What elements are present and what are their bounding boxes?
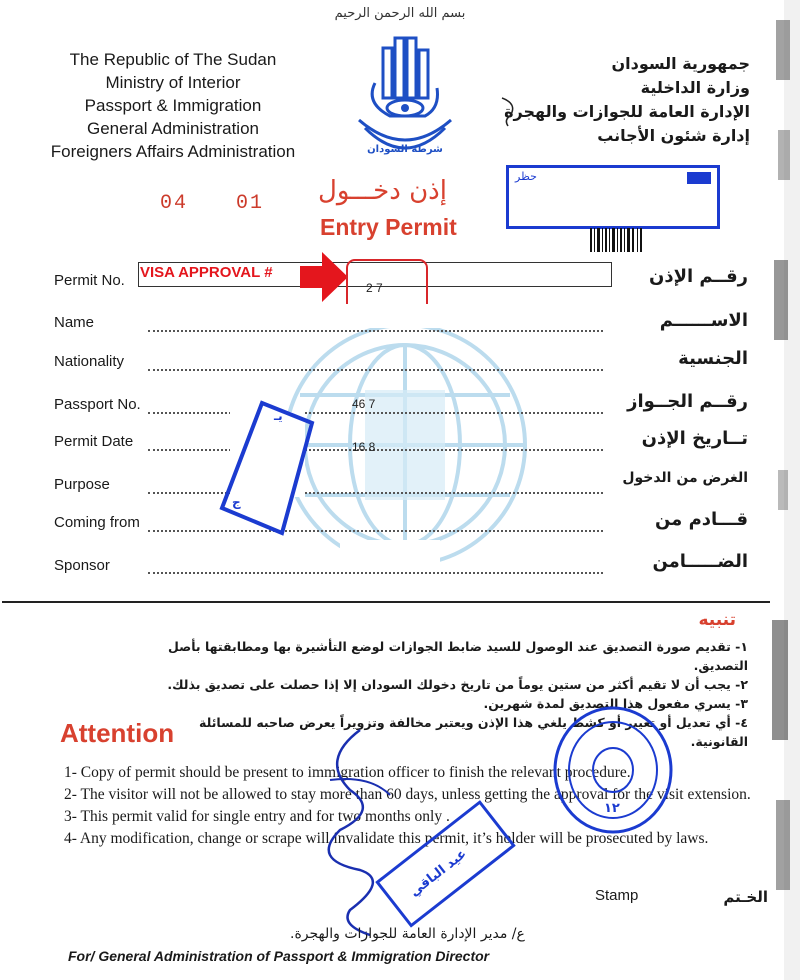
title-english: Entry Permit: [320, 214, 457, 240]
note-line: 4- Any modification, change or scrape will invalidate this permit, it’s holder will be prosecuted by laws.: [64, 830, 709, 847]
director-arabic: ع/ مدير الإدارة العامة للجوازات والهجرة.: [290, 926, 525, 942]
field-label-purpose: Purpose: [54, 476, 110, 493]
field-label-ar-permit-date: تــاريخ الإذن: [641, 428, 748, 449]
header-en-line: General Administration: [87, 119, 259, 138]
note-line: 1- Copy of permit should be present to immigration officer to finish the relevant procedure.: [64, 764, 631, 781]
header-en-line: The Republic of The Sudan: [69, 50, 277, 69]
rectangular-signature-stamp: [360, 790, 520, 940]
field-label-ar-passport-no: رقــم الجــواز: [627, 391, 748, 412]
top-stamp-block: [687, 172, 711, 184]
field-label-passport-no: Passport No.: [54, 396, 141, 413]
emblem-text: شرطة السودان: [367, 144, 443, 155]
top-blue-stamp: [506, 165, 720, 229]
svg-text:عيد الباقي: عيد الباقي: [407, 846, 470, 900]
attention-title-arabic: تنبيه: [698, 610, 736, 630]
header-arabic: [500, 52, 750, 148]
title-arabic: إذن دخـــول: [318, 176, 447, 206]
svg-text:ج: ج: [232, 495, 241, 509]
field-line-name: [148, 330, 603, 332]
field-label-ar-name: الاســــــم: [659, 310, 748, 331]
field-label-name: Name: [54, 314, 95, 331]
note-line: 3- This permit valid for single entry and for two months only .: [64, 808, 450, 825]
redaction-sponsor: [340, 540, 440, 568]
stamp-label: Stamp: [595, 887, 639, 904]
header-ar-line: جمهورية السودان: [611, 54, 750, 73]
serial-left: 04: [160, 192, 189, 215]
director-english: For/ General Administration of Passport & Immigration Director: [68, 948, 490, 964]
top-stamp-text: حظر: [515, 170, 537, 183]
blue-entry-stamp: [212, 398, 322, 538]
field-label-ar-nationality: الجنسية: [678, 348, 748, 369]
ar-note-line: ١- تقديم صورة التصديق عند الوصول للسيد ضابط الجوازات لوضع التأشيرة بها ومطابقتها بأصل التصديق.: [167, 639, 748, 673]
field-label-nationality: Nationality: [54, 353, 125, 370]
field-label-coming-from: Coming from: [54, 514, 140, 531]
redaction-name: [230, 304, 540, 328]
field-label-ar-coming-from: قـــادم من: [654, 509, 748, 530]
ar-note-line: ٢- يجب أن لا تقيم أكثر من ستين يوماً من تاريخ دخولك السودان إلا إذا حصلت على تصديق بذلك.: [167, 677, 748, 692]
header-ar-line: وزارة الداخلية: [640, 78, 750, 97]
svg-text:١٢: ١٢: [604, 801, 620, 816]
field-line-nationality: [148, 369, 603, 371]
field-label-ar-purpose: الغرض من الدخول: [622, 470, 748, 486]
field-value-permit-date: 16 8: [352, 440, 376, 454]
header-english: [28, 48, 318, 163]
stamp-label-arabic: الخـتم: [723, 888, 768, 906]
header-ar-line: إدارة شئون الأجانب: [597, 126, 750, 145]
ar-note-line: ٤- أي تعديل أو تغيير أو كشط يلغي هذا الإذن ويعتبر مخالفة وتزويراً يعرض صاحبه للمسائلة القانونية.: [199, 715, 748, 749]
barcode: [590, 228, 680, 252]
red-arrow-icon: [300, 252, 348, 302]
header-en-line: Passport & Immigration: [84, 96, 262, 115]
section-divider: [2, 601, 770, 603]
field-label-permit-no: Permit No.: [54, 272, 125, 289]
field-value-permit-no: 2 7: [366, 281, 383, 295]
attention-title: Attention: [60, 718, 175, 748]
field-label-ar-sponsor: الضـــــامن: [652, 551, 748, 572]
basmala: بسم الله الرحمن الرحيم: [334, 6, 466, 21]
round-official-stamp: [548, 700, 678, 840]
field-label-sponsor: Sponsor: [54, 557, 110, 574]
field-value-passport-no: 46 7: [352, 397, 376, 411]
sudan-police-emblem: [345, 28, 465, 168]
field-line-sponsor: [148, 572, 603, 574]
svg-text:يـ: يـ: [274, 409, 283, 423]
field-label-ar-permit-no: رقــم الإذن: [648, 266, 748, 287]
header-ar-line: الإدارة العامة للجوازات والهجرة: [504, 102, 750, 121]
note-line: 2- The visitor will not be allowed to stay more than 60 days, unless getting the approval for the visit extension.: [64, 786, 751, 803]
header-en-line: Foreigners Affairs Administration: [50, 142, 296, 161]
visa-approval-annotation: VISA APPROVAL #: [140, 264, 273, 281]
handwritten-mark: [496, 90, 526, 130]
serial-right: 01: [236, 192, 265, 215]
field-label-permit-date: Permit Date: [54, 433, 134, 450]
ar-note-line: ٣- يسري مفعول هذا التصديق لمدة شهرين.: [483, 696, 748, 711]
header-en-line: Ministry of Interior: [105, 73, 241, 92]
